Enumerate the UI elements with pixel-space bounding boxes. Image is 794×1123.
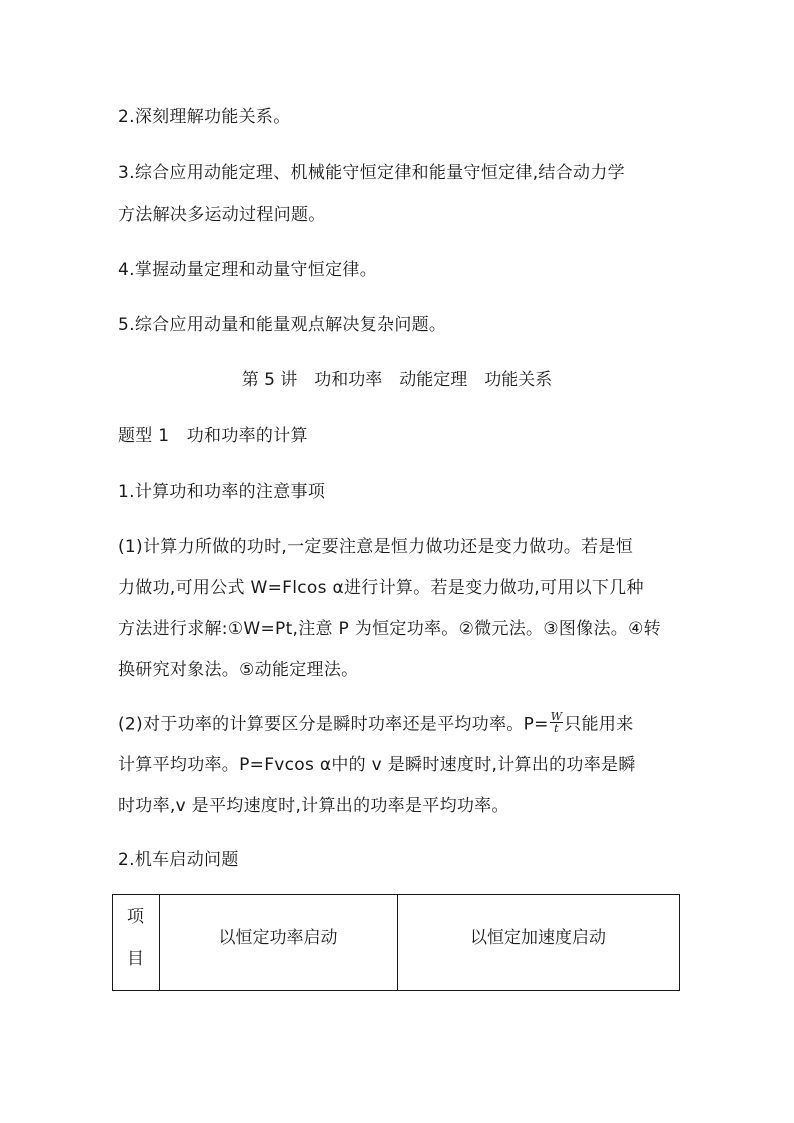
fraction-numerator: W: [550, 710, 563, 723]
lecture-title: 第 5 讲 功和功率 动能定理 功能关系: [241, 370, 553, 390]
section-title: 题型 1 功和功率的计算: [118, 426, 308, 446]
subsection-2-title: 2.机车启动问题: [118, 850, 239, 870]
para1-line4: 换研究对象法。⑤动能定理法。: [118, 660, 359, 680]
table-header-item-1: 项: [127, 907, 144, 927]
table-header-constant-power: 以恒定功率启动: [218, 928, 338, 948]
para2-line3: 时功率,v 是平均速度时,计算出的功率是平均功率。: [118, 796, 509, 816]
objective-3-line2: 方法解决多运动过程问题。: [118, 205, 326, 225]
subsection-1-title: 1.计算功和功率的注意事项: [118, 482, 326, 502]
objective-2: 2.深刻理解功能关系。: [118, 107, 291, 127]
para1-line1: (1)计算力所做的功时,一定要注意是恒力做功还是变力做功。若是恒: [118, 537, 634, 557]
locomotive-table: [112, 894, 680, 991]
para1-line2: 力做功,可用公式 W=Flcos α进行计算。若是变力做功,可用以下几种: [118, 578, 644, 598]
para2-line1-after: 只能用来: [564, 714, 634, 735]
objective-4: 4.掌握动量定理和动量守恒定律。: [118, 260, 378, 280]
table-header-constant-acceleration: 以恒定加速度启动: [470, 928, 606, 948]
para2-line1-before: (2)对于功率的计算要区分是瞬时功率还是平均功率。P=: [118, 714, 549, 735]
para2-line2: 计算平均功率。P=Fvcos α中的 v 是瞬时速度时,计算出的功率是瞬: [118, 755, 636, 775]
table-header-item-2: 目: [127, 949, 144, 969]
power-fraction: [550, 711, 564, 734]
para1-line3: 方法进行求解:①W=Pt,注意 P 为恒定功率。②微元法。③图像法。④转: [118, 619, 661, 639]
para2-line1: [118, 710, 634, 736]
objective-5: 5.综合应用动量和能量观点解决复杂问题。: [118, 315, 447, 335]
objective-3-line1: 3.综合应用动能定理、机械能守恒定律和能量守恒定律,结合动力学: [118, 163, 625, 183]
fraction-denominator: t: [554, 722, 559, 735]
